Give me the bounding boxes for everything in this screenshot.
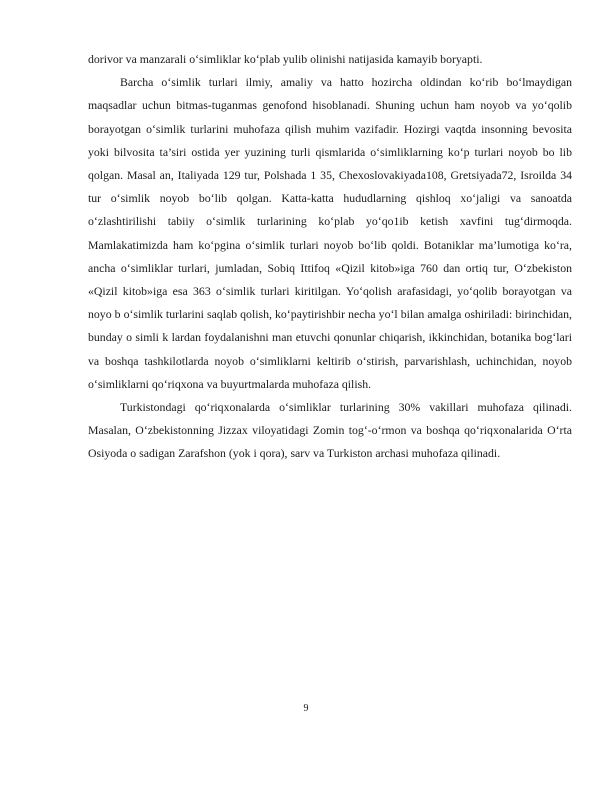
page-number: 9 (303, 703, 309, 714)
paragraph-reserves: Turkistondagi qo‘riqxonalarda o‘simliklar turlarining 30% vakillari muhofaza qilinadi. Masalan, O‘zbekistonning Jizzax viloyatidagi Zomin tog‘-o‘rmon va boshqa qo‘riqxonalarida O‘rta Osiyoda o sadigan Zarafshon (yok i qora), sarv va Turkiston archasi muhofaza qilinadi. (88, 400, 572, 461)
paragraph-continuation: dorivor va manzarali o‘simliklar ko‘plab yulib olinishi natijasida kamayib boryapti. (88, 52, 483, 66)
paragraph-genofond: Barcha o‘simlik turlari ilmiy, amaliy va hatto hozircha oldindan ko‘rib bo‘lmaydigan maqsadlar uchun bitmas-tuganmas genofond hisoblanadi. Shuning uchun ham noyob va yo‘qolib borayotgan o‘simlik turlarini muhofaza qilish muhim vazifadir. Hozirgi vaqtda insonning bevosita yoki bilvosita ta’siri ostida yer yuzining turli qismlarida o‘simliklarning ko‘p turlari noyob bo lib qolgan. Masal an, Italiyada 129 tur, Polshada 1 35, Chexoslovakiyada108, Gretsiyada72, Isroilda 34 tur o‘simlik noyob bo‘lib qolgan. Katta-katta hududlarning qishloq xo‘jaligi va sanoatda o‘zlashtirilishi tabiiy o‘simlik turlarining ko‘plab yo‘qo1ib ketish xavfini tug‘dirmoqda. Mamlakatimizda ham ko‘pgina o‘simlik turlari noyob bo‘lib qoldi. Botaniklar ma’lumotiga ko‘ra, ancha o‘simliklar turlari, jumladan, Sobiq Ittifoq «Qizil kitob»iga 760 dan ortiq tur, O‘zbekiston «Qizil kitob»iga esa 363 o‘simlik turlari kiritilgan. Yo‘qolish arafasidagi, yo‘qolib borayotgan va noyo b o‘simlik turlarini saqlab qolish, ko‘paytirishbir necha yo‘l bilan amalga oshiriladi: birinchidan, bunday o simli k lardan foydalanishni man etuvchi qonunlar chiqarish, ikkinchidan, botanika bog‘lari va boshqa tashkilotlarda noyob o‘simliklarni keltirib o‘stirish, parvarishlash, uchinchidan, noyob o‘simliklarni qo‘riqxona va buyurtmalarda muhofaza qilish. (88, 75, 572, 391)
body-text (88, 48, 572, 466)
